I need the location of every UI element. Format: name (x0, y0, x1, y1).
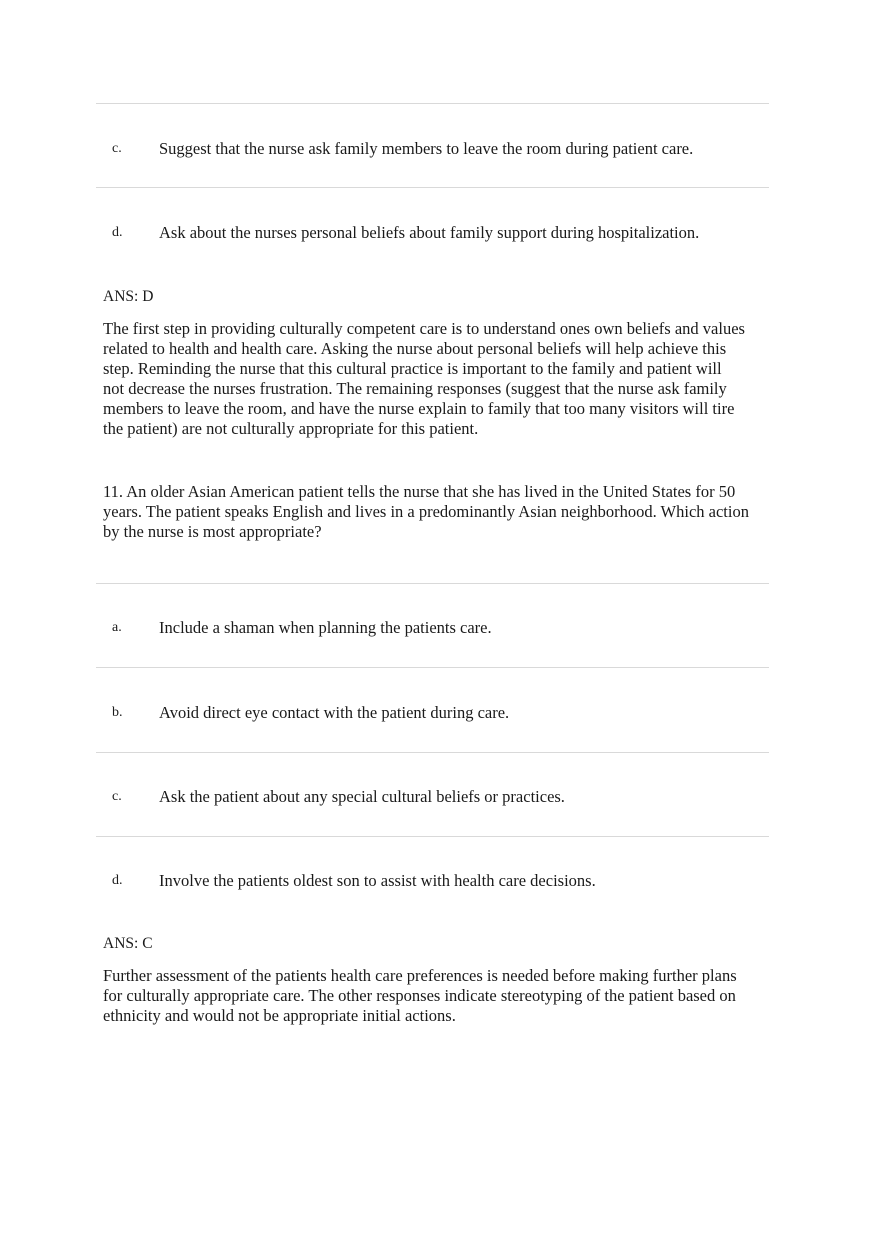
question-line: years. The patient speaks English and lives in a predominantly Asian neighborhood. Which action (103, 502, 749, 521)
divider (96, 836, 769, 837)
option-letter: b. (112, 705, 123, 720)
option-letter: c. (112, 789, 122, 804)
rationale-line: step. Reminding the nurse that this cultural practice is important to the family and patient will (103, 359, 722, 378)
q11-option-b (0, 701, 880, 725)
q10-option-d (0, 221, 880, 245)
q10-answer: ANS: D (103, 288, 154, 305)
option-letter: a. (112, 620, 122, 635)
rationale-line: members to leave the room, and have the nurse explain to family that too many visitors will tire (103, 399, 735, 418)
q11-question (103, 482, 783, 542)
q11-option-a (0, 616, 880, 640)
option-text: Avoid direct eye contact with the patient during care. (159, 703, 510, 722)
option-text: Ask the patient about any special cultural beliefs or practices. (159, 787, 565, 806)
option-text: Suggest that the nurse ask family members to leave the room during patient care. (159, 139, 694, 158)
rationale-line: for culturally appropriate care. The other responses indicate stereotyping of the patient based on (103, 986, 736, 1005)
option-text: Involve the patients oldest son to assist with health care decisions. (159, 871, 596, 890)
option-letter: d. (112, 225, 123, 240)
option-letter: c. (112, 141, 122, 156)
q11-rationale (103, 966, 783, 1026)
rationale-line: The first step in providing culturally competent care is to understand ones own beliefs and values (103, 319, 745, 338)
rationale-line: not decrease the nurses frustration. The remaining responses (suggest that the nurse ask family (103, 379, 727, 398)
rationale-line: the patient) are not culturally appropriate for this patient. (103, 419, 479, 438)
option-letter: d. (112, 873, 123, 888)
q10-option-c (0, 137, 880, 161)
divider (96, 752, 769, 753)
rationale-line: Further assessment of the patients health care preferences is needed before making further plans (103, 966, 737, 985)
rationale-line: ethnicity and would not be appropriate initial actions. (103, 1006, 456, 1025)
q11-option-d (0, 869, 880, 893)
q11-option-c (0, 785, 880, 809)
divider (96, 667, 769, 668)
option-text: Ask about the nurses personal beliefs about family support during hospitalization. (159, 223, 700, 242)
question-line: by the nurse is most appropriate? (103, 522, 322, 541)
rationale-line: related to health and health care. Asking the nurse about personal beliefs will help achieve this (103, 339, 727, 358)
divider (96, 187, 769, 188)
q10-rationale (103, 319, 783, 439)
divider (96, 583, 769, 584)
question-line: 11. An older Asian American patient tells the nurse that she has lived in the United States for 50 (103, 482, 736, 501)
divider (96, 103, 769, 104)
option-text: Include a shaman when planning the patients care. (159, 618, 492, 637)
q11-answer: ANS: C (103, 935, 153, 952)
